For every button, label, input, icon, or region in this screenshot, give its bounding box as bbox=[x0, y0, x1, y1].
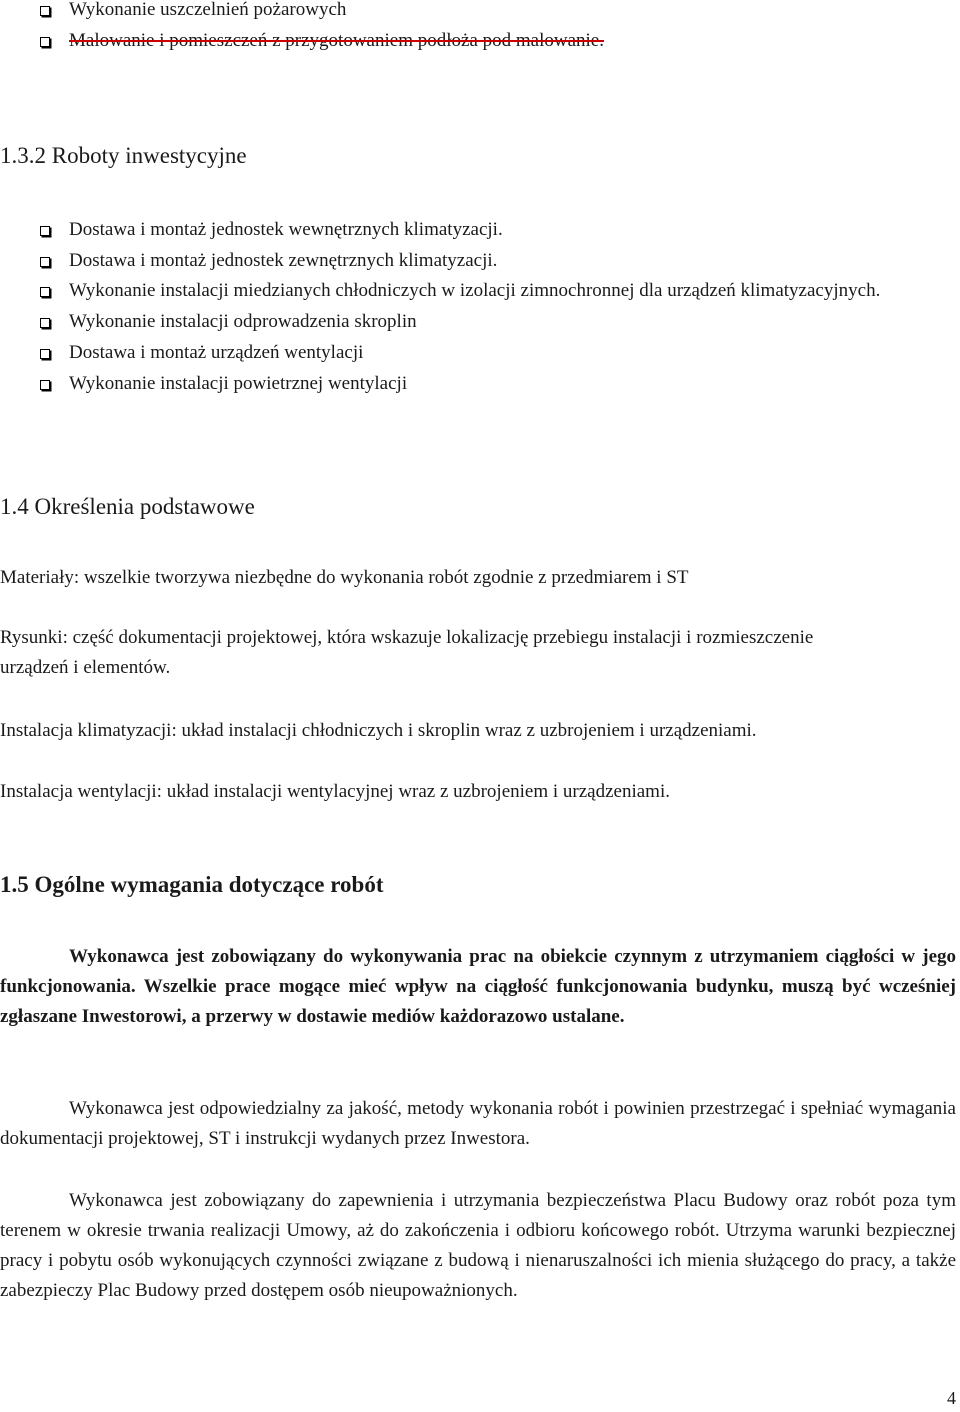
paragraph-materials: Materiały: wszelkie tworzywa niezbędne do wykonania robót zgodnie z przedmiarem i ST bbox=[0, 567, 689, 588]
checkbox-bullet-icon bbox=[40, 287, 50, 297]
list-item-text: Dostawa i montaż jednostek wewnętrznych klimatyzacji. bbox=[69, 219, 503, 240]
checkbox-bullet-icon bbox=[40, 6, 50, 16]
paragraph-ventilation-installation: Instalacja wentylacji: układ instalacji wentylacyjnej wraz z uzbrojeniem i urządzeniami. bbox=[0, 781, 670, 802]
list-item bbox=[0, 307, 930, 338]
list-item bbox=[0, 369, 930, 400]
list-item-text: Dostawa i montaż jednostek zewnętrznych klimatyzacji. bbox=[69, 249, 498, 271]
list-item bbox=[0, 276, 930, 307]
list-item bbox=[0, 26, 930, 57]
page-number: 4 bbox=[947, 1388, 956, 1408]
list-item-text: Dostawa i montaż urządzeń wentylacji bbox=[69, 341, 364, 363]
checkbox-bullet-icon bbox=[40, 37, 50, 47]
list-item bbox=[0, 0, 930, 26]
bullet-list-investment bbox=[0, 215, 930, 399]
paragraph-contractor-responsibility: Wykonawca jest odpowiedzialny za jakość, metody wykonania robót i powinien przestrzegać i spełniać wymagania dokumentacji projektowej, ST i instrukcji wydanych przez Inwestora. bbox=[0, 1098, 956, 1149]
list-item-text-struck: Malowanie i pomieszczeń z przygotowaniem podłoża pod malowanie. bbox=[69, 29, 604, 51]
list-item-text: Wykonanie instalacji powietrznej wentylacji bbox=[69, 372, 408, 394]
list-item bbox=[0, 246, 930, 277]
checkbox-bullet-icon bbox=[40, 349, 50, 359]
checkbox-bullet-icon bbox=[40, 257, 50, 267]
paragraph-drawings: Rysunki: część dokumentacji projektowej, która wskazuje lokalizację przebiegu instalacji i rozmieszczenie urządzeń i elementów. bbox=[0, 627, 814, 678]
checkbox-bullet-icon bbox=[40, 318, 50, 328]
paragraph-ac-installation: Instalacja klimatyzacji: układ instalacji chłodniczych i skroplin wraz z uzbrojeniem i urządzeniami. bbox=[0, 720, 757, 741]
paragraph-general-requirements: Wykonawca jest zobowiązany do wykonywania prac na obiekcie czynnym z utrzymaniem ciągłości w jego funkcjonowania. Wszelkie prace mogące mieć wpływ na ciągłość funkcjonowania budynku, muszą być wcześniej zgłaszane Inwestorowi, a przerwy w dostawie mediów każdorazowo ustalane. bbox=[0, 946, 956, 1027]
heading-1-5: 1.5 Ogólne wymagania dotyczące robót bbox=[0, 872, 384, 897]
list-item-text: Wykonanie instalacji miedzianych chłodniczych w izolacji zimnochronnej dla urządzeń klimatyzacyjnych. bbox=[69, 280, 881, 302]
bullet-list-top bbox=[0, 0, 930, 56]
heading-1-4: 1.4 Określenia podstawowe bbox=[0, 494, 255, 519]
list-item bbox=[0, 215, 930, 246]
list-item-text: Wykonanie instalacji odprowadzenia skroplin bbox=[69, 311, 417, 333]
paragraph-site-safety: Wykonawca jest zobowiązany do zapewnienia i utrzymania bezpieczeństwa Placu Budowy oraz robót poza tym terenem w okresie trwania realizacji Umowy, aż do zakończenia i odbioru końcowego robót. Utrzyma warunki bezpiecznej pracy i pobytu osób wykonujących czynności związane z budową i nienaruszalności ich mienia służącego do pracy, a także zabezpieczy Plac Budowy przed dostępem osób nieupoważnionych. bbox=[0, 1190, 956, 1301]
heading-1-3-2: 1.3.2 Roboty inwestycyjne bbox=[0, 143, 247, 168]
list-item-text: Wykonanie uszczelnień pożarowych bbox=[69, 0, 347, 20]
checkbox-bullet-icon bbox=[40, 226, 50, 236]
checkbox-bullet-icon bbox=[40, 380, 50, 390]
list-item bbox=[0, 338, 930, 369]
